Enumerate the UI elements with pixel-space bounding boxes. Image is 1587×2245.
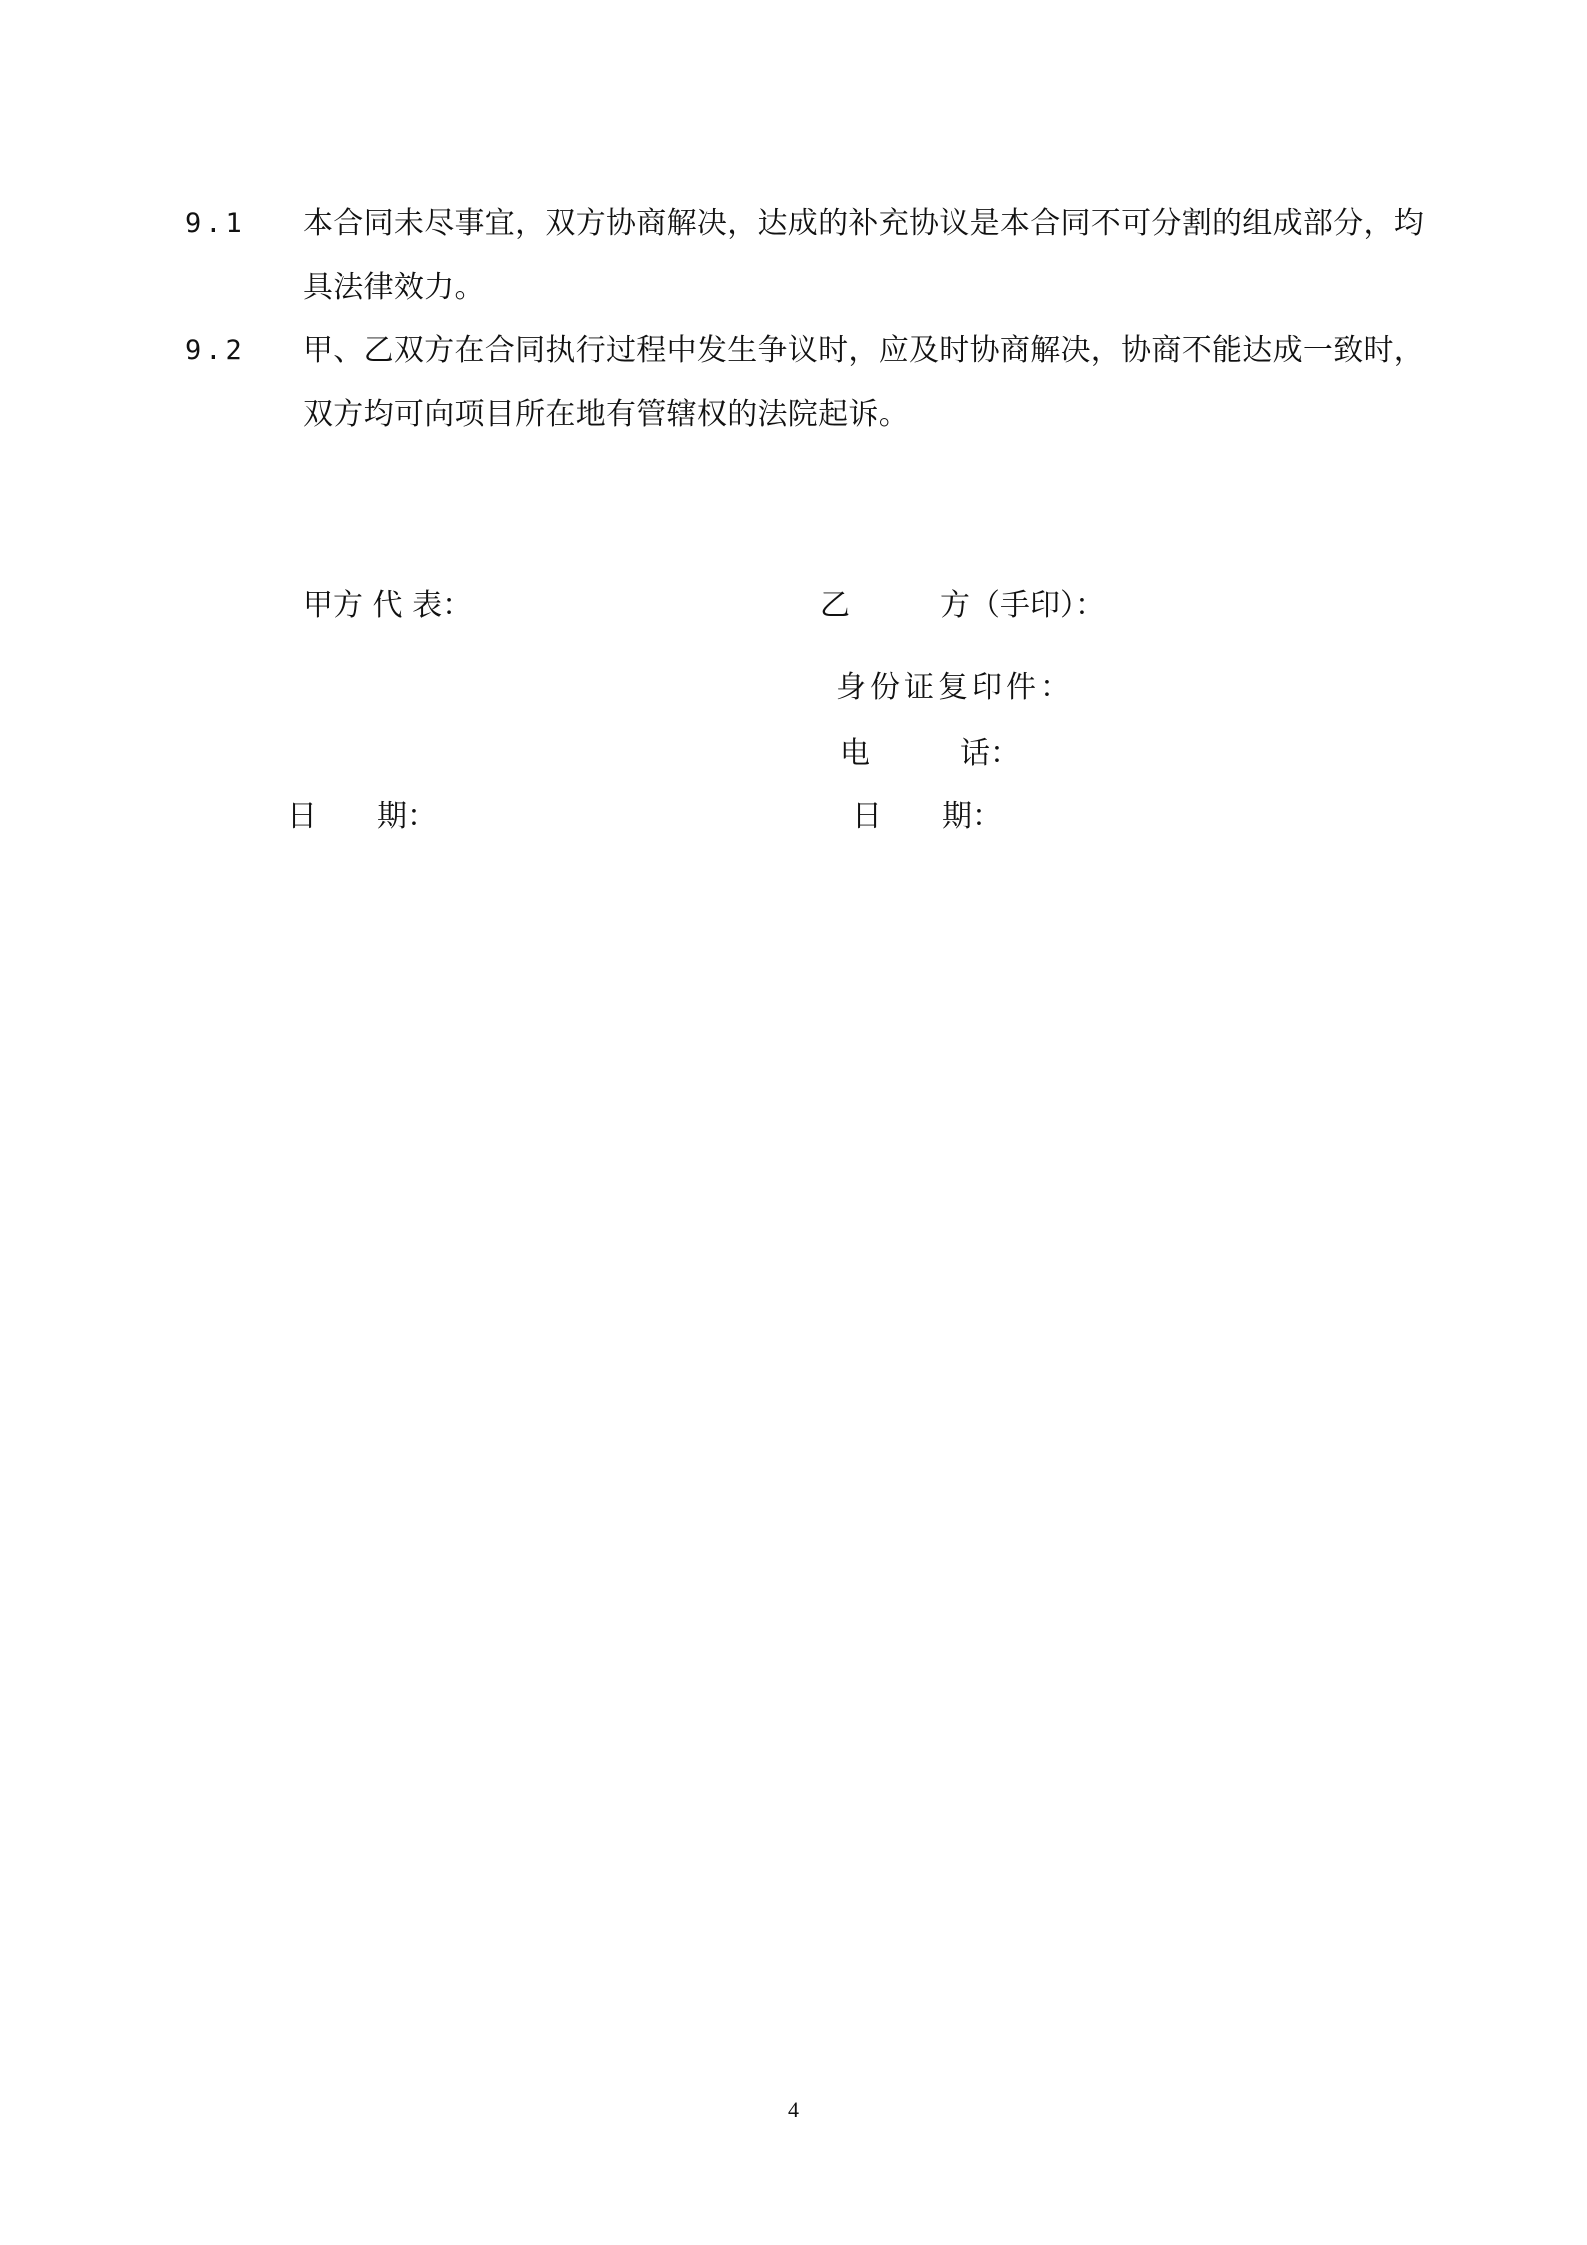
clause-number: 9.2 <box>185 335 246 366</box>
clause-number: 9.1 <box>185 208 246 239</box>
party-a-representative-label: 甲方 代 表： <box>303 588 473 623</box>
clause-text: 本合同未尽事宜，双方协商解决，达成的补充协议是本合同不可分割的组成部分，均具法律效力。 <box>303 206 1425 305</box>
party-b-date-label: 日 期： <box>852 799 1002 834</box>
party-b-phone-label: 电 话： <box>840 736 1020 771</box>
clause-text: 甲、乙双方在合同执行过程中发生争议时，应及时协商解决，协商不能达成一致时，双方均可向项目所在地有管辖权的法院起诉。 <box>303 333 1425 432</box>
party-b-id-copy-label: 身份证复印件： <box>836 670 1074 705</box>
party-a-date-label: 日 期： <box>287 799 437 834</box>
party-b-thumbprint-label: 乙 方（手印）： <box>820 588 1105 623</box>
page-number: 4 <box>788 2097 799 2122</box>
